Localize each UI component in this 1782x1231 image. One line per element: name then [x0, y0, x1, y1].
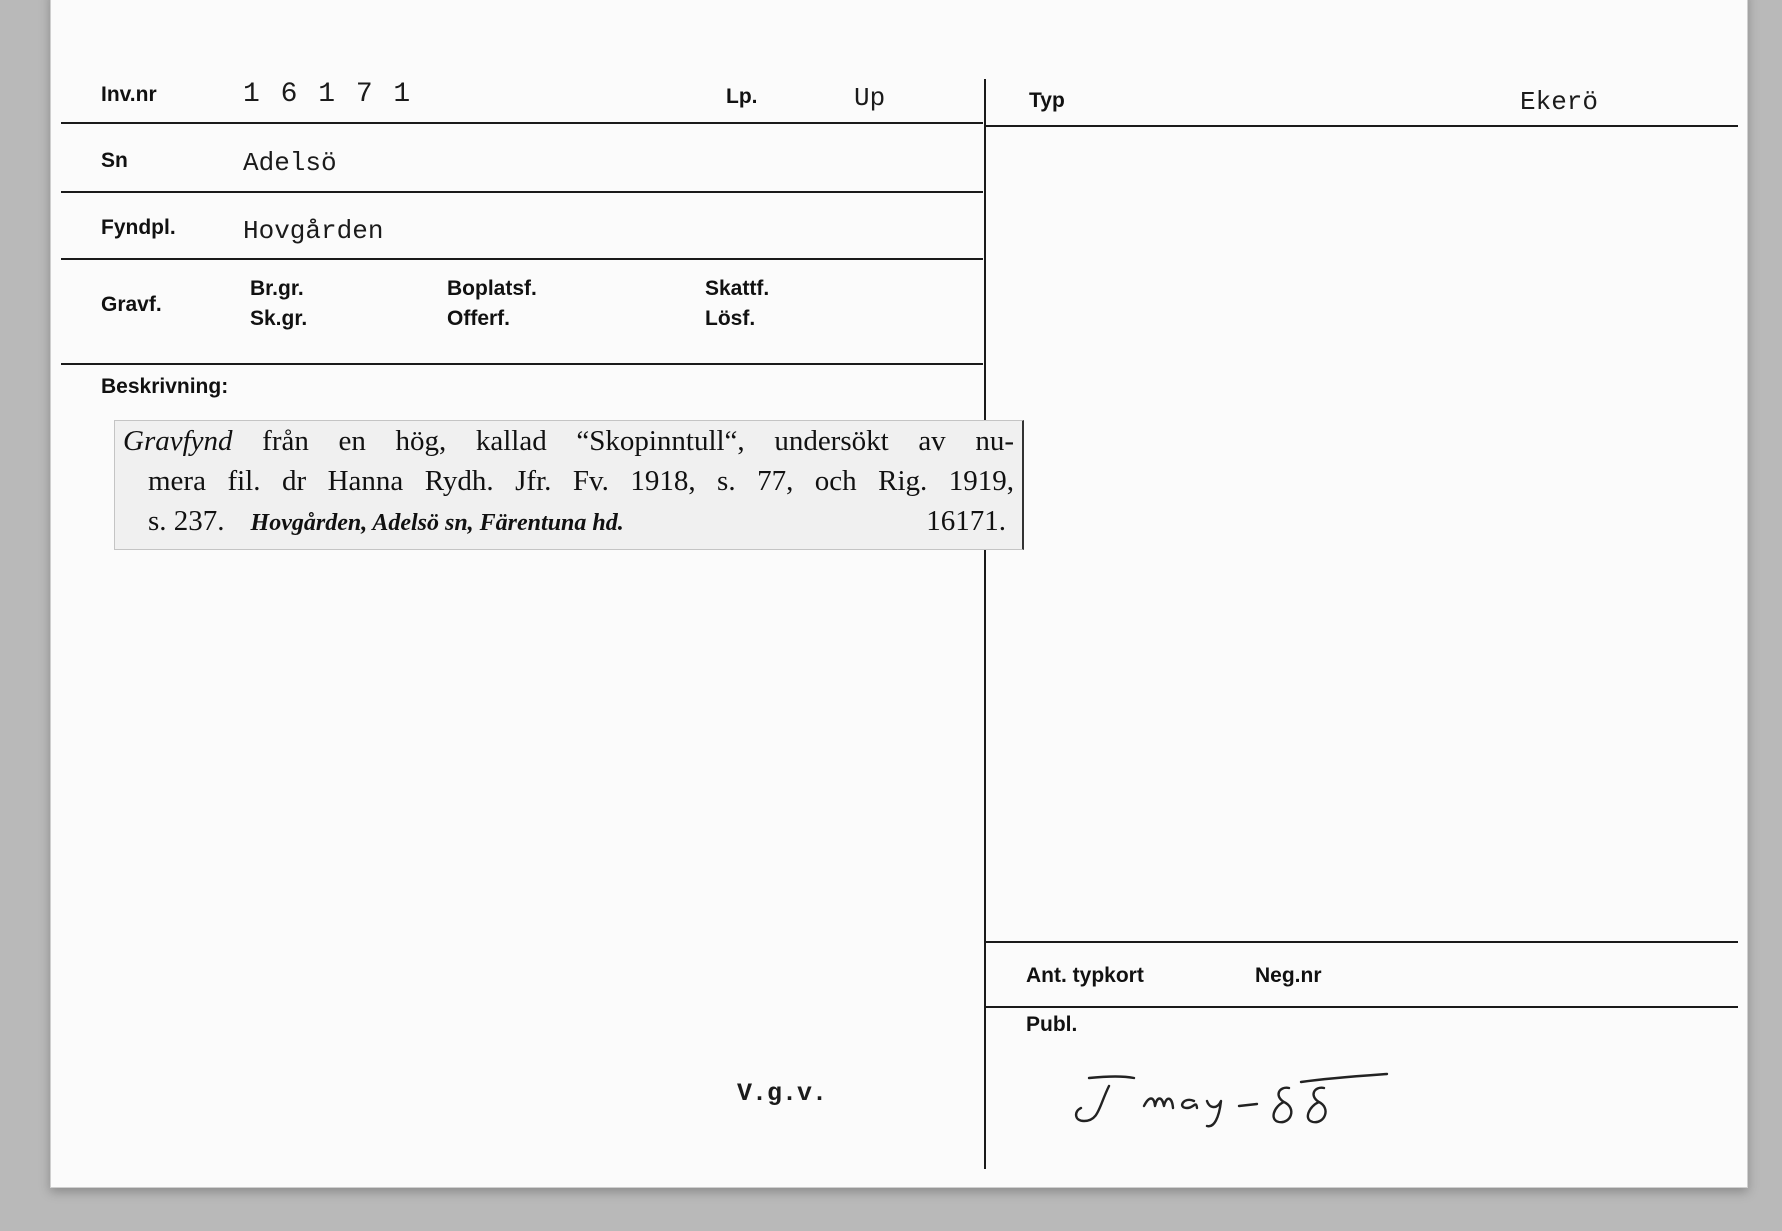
clipping-word: Fv. [572, 465, 609, 497]
row-line-gravf [61, 363, 983, 365]
clipping-word: “Skopinntull“, [576, 425, 745, 457]
clipping-word: en [338, 425, 366, 457]
neg-nr-label: Neg.nr [1255, 964, 1322, 987]
clipping-inv-number: 16171. [926, 505, 1006, 537]
lp-label: Lp. [726, 85, 758, 108]
boplatsf-label: Boplatsf. [447, 277, 537, 300]
typ-value: Ekerö [1520, 87, 1599, 117]
brgr-label: Br.gr. [250, 277, 304, 300]
fyndpl-value: Hovgården [243, 216, 384, 246]
row-line-inv [61, 122, 983, 124]
clipping-word: hög, [395, 425, 447, 457]
gravf-label: Gravf. [101, 293, 162, 316]
clipping-word: dr [281, 465, 307, 497]
lp-value: Up [854, 83, 886, 113]
clipping-place: Hovgården, Adelsö sn, Färentuna hd. [250, 510, 624, 536]
skattf-label: Skattf. [705, 277, 770, 300]
description-clipping [114, 420, 1024, 550]
handwritten-date [1069, 1066, 1399, 1136]
offerf-label: Offerf. [447, 307, 510, 330]
clipping-word: och [814, 465, 857, 497]
clipping-page-ref: s. 237. [148, 505, 225, 537]
inv-nr-label: Inv.nr [101, 83, 157, 106]
typ-label: Typ [1029, 89, 1065, 112]
clipping-word: 1918, [630, 465, 696, 497]
clipping-word: Rig. [878, 465, 928, 497]
publ-label: Publ. [1026, 1013, 1078, 1036]
clipping-word: Gravfynd [123, 425, 233, 457]
clipping-word: Rydh. [424, 465, 494, 497]
losf-label: Lösf. [705, 307, 756, 330]
inv-nr-value: 1 6 1 7 1 [243, 79, 413, 110]
clipping-word: Hanna [327, 465, 404, 497]
vgv-note: V.g.v. [737, 1079, 828, 1108]
clipping-word: 77, [757, 465, 794, 497]
sn-value: Adelsö [243, 148, 337, 178]
beskrivning-label: Beskrivning: [101, 375, 229, 398]
clipping-line-2 [148, 465, 1014, 498]
ant-typkort-label: Ant. typkort [1026, 964, 1144, 987]
row-line-typ [986, 125, 1738, 127]
skgr-label: Sk.gr. [250, 307, 308, 330]
clipping-word: undersökt [774, 425, 889, 457]
row-line-footer-mid [986, 1006, 1738, 1008]
row-line-footer-top [986, 941, 1738, 943]
row-line-fyndpl [61, 258, 983, 260]
clipping-line-1 [123, 425, 1014, 458]
clipping-word: mera [148, 465, 206, 497]
clipping-word: från [262, 425, 309, 457]
clipping-word: fil. [227, 465, 261, 497]
clipping-word: 1919, [948, 465, 1014, 497]
archive-card [50, 0, 1748, 1188]
clipping-word: nu- [975, 425, 1014, 457]
clipping-word: kallad [475, 425, 547, 457]
clipping-word: Jfr. [515, 465, 552, 497]
clipping-line-3 [148, 505, 1014, 538]
fyndpl-label: Fyndpl. [101, 216, 176, 239]
sn-label: Sn [101, 149, 128, 172]
clipping-word: s. [717, 465, 736, 497]
row-line-sn [61, 191, 983, 193]
clipping-word: av [918, 425, 946, 457]
